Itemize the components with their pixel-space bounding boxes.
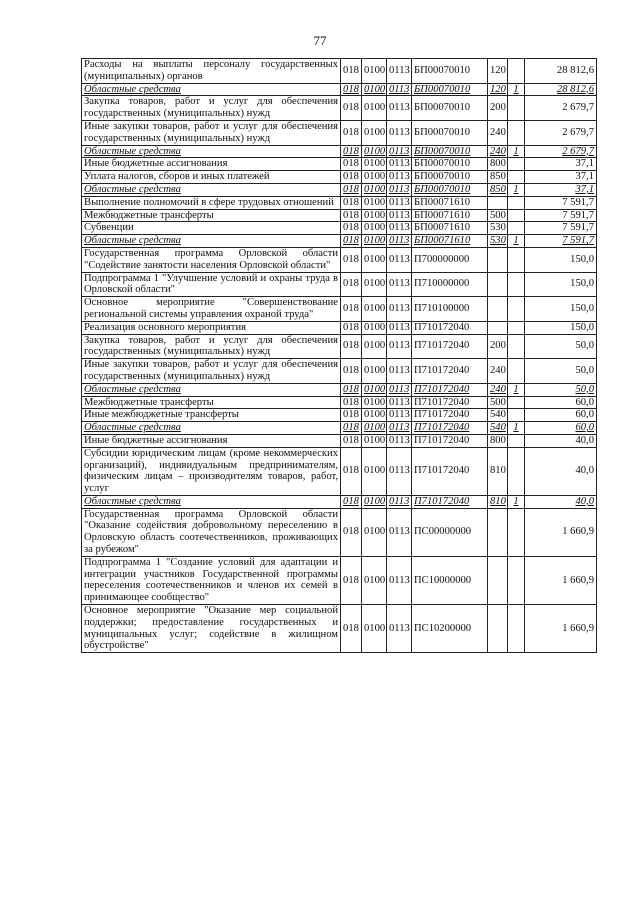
budget-rows xyxy=(82,59,597,653)
table-row xyxy=(82,605,597,653)
amount: 60,0 xyxy=(525,422,597,435)
target-article-code: П710172040 xyxy=(412,359,488,384)
row-name: Расходы на выплаты персоналу государственных (муниципальных) органов xyxy=(82,59,341,84)
amount: 7 591,7 xyxy=(525,209,597,222)
expense-type-code xyxy=(488,556,508,604)
table-row xyxy=(82,297,597,322)
target-article-code: БП00070010 xyxy=(412,83,488,96)
target-article-code: ПС00000000 xyxy=(412,508,488,556)
expense-type-code xyxy=(488,605,508,653)
source-code xyxy=(508,59,525,84)
target-article-code: БП00071610 xyxy=(412,235,488,248)
table-row xyxy=(82,222,597,235)
target-article-code: П710172040 xyxy=(412,334,488,359)
amount: 50,0 xyxy=(525,334,597,359)
section-code: 0100 xyxy=(362,247,387,272)
target-article-code: БП00070010 xyxy=(412,59,488,84)
amount: 150,0 xyxy=(525,321,597,334)
target-article-code: П710000000 xyxy=(412,272,488,297)
section-code: 0100 xyxy=(362,222,387,235)
table-row xyxy=(82,409,597,422)
source-code: 1 xyxy=(508,183,525,196)
ved-code: 018 xyxy=(341,297,362,322)
section-code: 0100 xyxy=(362,396,387,409)
source-code xyxy=(508,508,525,556)
row-name: Подпрограмма 1 "Улучшение условий и охраны труда в Орловской области" xyxy=(82,272,341,297)
subsection-code: 0113 xyxy=(387,556,412,604)
source-code xyxy=(508,196,525,209)
section-code: 0100 xyxy=(362,59,387,84)
expense-type-code: 120 xyxy=(488,83,508,96)
expense-type-code: 120 xyxy=(488,59,508,84)
source-code xyxy=(508,447,525,495)
amount: 2 679,7 xyxy=(525,96,597,121)
ved-code: 018 xyxy=(341,83,362,96)
ved-code: 018 xyxy=(341,222,362,235)
section-code: 0100 xyxy=(362,495,387,508)
source-code: 1 xyxy=(508,422,525,435)
table-row xyxy=(82,383,597,396)
source-code xyxy=(508,321,525,334)
subsection-code: 0113 xyxy=(387,171,412,184)
subsection-code: 0113 xyxy=(387,196,412,209)
section-code: 0100 xyxy=(362,145,387,158)
source-code xyxy=(508,222,525,235)
amount: 7 591,7 xyxy=(525,196,597,209)
amount: 40,0 xyxy=(525,434,597,447)
source-code xyxy=(508,158,525,171)
section-code: 0100 xyxy=(362,297,387,322)
subsection-code: 0113 xyxy=(387,334,412,359)
expense-type-code xyxy=(488,508,508,556)
subsection-code: 0113 xyxy=(387,495,412,508)
target-article-code: П710172040 xyxy=(412,383,488,396)
source-code xyxy=(508,334,525,359)
source-code xyxy=(508,409,525,422)
source-code xyxy=(508,605,525,653)
ved-code: 018 xyxy=(341,422,362,435)
amount: 50,0 xyxy=(525,359,597,384)
subsection-code: 0113 xyxy=(387,96,412,121)
ved-code: 018 xyxy=(341,171,362,184)
amount: 37,1 xyxy=(525,158,597,171)
table-row xyxy=(82,209,597,222)
target-article-code: П710172040 xyxy=(412,447,488,495)
amount: 37,1 xyxy=(525,183,597,196)
section-code: 0100 xyxy=(362,272,387,297)
section-code: 0100 xyxy=(362,359,387,384)
section-code: 0100 xyxy=(362,321,387,334)
table-row xyxy=(82,396,597,409)
subsection-code: 0113 xyxy=(387,83,412,96)
amount: 150,0 xyxy=(525,247,597,272)
source-code xyxy=(508,556,525,604)
subsection-code: 0113 xyxy=(387,396,412,409)
section-code: 0100 xyxy=(362,120,387,145)
row-name: Закупка товаров, работ и услуг для обеспечения государственных (муниципальных) нужд xyxy=(82,96,341,121)
row-name: Государственная программа Орловской области "Содействие занятости населения Орловской области" xyxy=(82,247,341,272)
row-name: Субвенции xyxy=(82,222,341,235)
subsection-code: 0113 xyxy=(387,422,412,435)
amount: 2 679,7 xyxy=(525,145,597,158)
source-code xyxy=(508,434,525,447)
row-name: Областные средства xyxy=(82,183,341,196)
ved-code: 018 xyxy=(341,556,362,604)
expense-type-code: 200 xyxy=(488,334,508,359)
expense-type-code: 800 xyxy=(488,434,508,447)
table-row xyxy=(82,196,597,209)
source-code: 1 xyxy=(508,145,525,158)
section-code: 0100 xyxy=(362,605,387,653)
table-row xyxy=(82,83,597,96)
subsection-code: 0113 xyxy=(387,409,412,422)
target-article-code: БП00070010 xyxy=(412,120,488,145)
amount: 7 591,7 xyxy=(525,235,597,248)
ved-code: 018 xyxy=(341,209,362,222)
ved-code: 018 xyxy=(341,447,362,495)
expense-type-code: 530 xyxy=(488,222,508,235)
table-row xyxy=(82,556,597,604)
amount: 1 660,9 xyxy=(525,508,597,556)
ved-code: 018 xyxy=(341,409,362,422)
expense-type-code: 500 xyxy=(488,209,508,222)
row-name: Подпрограмма 1 "Создание условий для адаптации и интеграции участников Государственной программы переселения соотечественников и членов их семей в принимающее сообщество" xyxy=(82,556,341,604)
subsection-code: 0113 xyxy=(387,321,412,334)
target-article-code: ПС10200000 xyxy=(412,605,488,653)
source-code xyxy=(508,209,525,222)
table-row xyxy=(82,359,597,384)
target-article-code: БП00071610 xyxy=(412,222,488,235)
table-row xyxy=(82,321,597,334)
subsection-code: 0113 xyxy=(387,183,412,196)
expense-type-code: 810 xyxy=(488,447,508,495)
source-code xyxy=(508,396,525,409)
page-number: 77 xyxy=(313,33,327,48)
ved-code: 018 xyxy=(341,321,362,334)
source-code: 1 xyxy=(508,235,525,248)
row-name: Иные межбюджетные трансферты xyxy=(82,409,341,422)
target-article-code: БП00071610 xyxy=(412,209,488,222)
expense-type-code xyxy=(488,247,508,272)
source-code xyxy=(508,96,525,121)
amount: 150,0 xyxy=(525,272,597,297)
expense-type-code: 500 xyxy=(488,396,508,409)
target-article-code: П710172040 xyxy=(412,434,488,447)
amount: 37,1 xyxy=(525,171,597,184)
ved-code: 018 xyxy=(341,96,362,121)
row-name: Областные средства xyxy=(82,145,341,158)
subsection-code: 0113 xyxy=(387,359,412,384)
amount: 7 591,7 xyxy=(525,222,597,235)
row-name: Областные средства xyxy=(82,422,341,435)
ved-code: 018 xyxy=(341,396,362,409)
ved-code: 018 xyxy=(341,59,362,84)
ved-code: 018 xyxy=(341,495,362,508)
expense-type-code: 530 xyxy=(488,235,508,248)
row-name: Областные средства xyxy=(82,235,341,248)
table-row xyxy=(82,171,597,184)
subsection-code: 0113 xyxy=(387,235,412,248)
expense-type-code: 240 xyxy=(488,383,508,396)
row-name: Уплата налогов, сборов и иных платежей xyxy=(82,171,341,184)
row-name: Государственная программа Орловской области "Оказание содействия добровольному переселению в Орловскую область соотечественников, проживающих за рубежом" xyxy=(82,508,341,556)
row-name: Областные средства xyxy=(82,495,341,508)
amount: 40,0 xyxy=(525,447,597,495)
ved-code: 018 xyxy=(341,605,362,653)
amount: 50,0 xyxy=(525,383,597,396)
expense-type-code: 240 xyxy=(488,120,508,145)
target-article-code: П710172040 xyxy=(412,396,488,409)
expense-type-code: 850 xyxy=(488,183,508,196)
subsection-code: 0113 xyxy=(387,447,412,495)
table-row xyxy=(82,120,597,145)
section-code: 0100 xyxy=(362,196,387,209)
expense-type-code xyxy=(488,196,508,209)
table-row xyxy=(82,247,597,272)
table-row xyxy=(82,272,597,297)
table-row xyxy=(82,508,597,556)
row-name: Областные средства xyxy=(82,383,341,396)
target-article-code: БП00070010 xyxy=(412,96,488,121)
ved-code: 018 xyxy=(341,158,362,171)
target-article-code: БП00071610 xyxy=(412,196,488,209)
budget-table xyxy=(81,58,597,653)
row-name: Выполнение полномочий в сфере трудовых отношений xyxy=(82,196,341,209)
target-article-code: П700000000 xyxy=(412,247,488,272)
amount: 2 679,7 xyxy=(525,120,597,145)
section-code: 0100 xyxy=(362,334,387,359)
source-code: 1 xyxy=(508,495,525,508)
expense-type-code xyxy=(488,297,508,322)
table-row xyxy=(82,334,597,359)
amount: 60,0 xyxy=(525,396,597,409)
section-code: 0100 xyxy=(362,434,387,447)
subsection-code: 0113 xyxy=(387,297,412,322)
subsection-code: 0113 xyxy=(387,605,412,653)
subsection-code: 0113 xyxy=(387,120,412,145)
subsection-code: 0113 xyxy=(387,158,412,171)
source-code xyxy=(508,247,525,272)
section-code: 0100 xyxy=(362,556,387,604)
expense-type-code: 850 xyxy=(488,171,508,184)
table-row xyxy=(82,447,597,495)
section-code: 0100 xyxy=(362,158,387,171)
table-row xyxy=(82,235,597,248)
subsection-code: 0113 xyxy=(387,145,412,158)
ved-code: 018 xyxy=(341,334,362,359)
table-row xyxy=(82,183,597,196)
row-name: Областные средства xyxy=(82,83,341,96)
section-code: 0100 xyxy=(362,209,387,222)
section-code: 0100 xyxy=(362,183,387,196)
amount: 1 660,9 xyxy=(525,605,597,653)
target-article-code: П710172040 xyxy=(412,321,488,334)
table-row xyxy=(82,96,597,121)
ved-code: 018 xyxy=(341,145,362,158)
amount: 28 812,6 xyxy=(525,59,597,84)
section-code: 0100 xyxy=(362,171,387,184)
row-name: Основное мероприятие "Совершенствование региональной системы управления охраной труда" xyxy=(82,297,341,322)
section-code: 0100 xyxy=(362,235,387,248)
row-name: Межбюджетные трансферты xyxy=(82,209,341,222)
amount: 150,0 xyxy=(525,297,597,322)
expense-type-code xyxy=(488,321,508,334)
ved-code: 018 xyxy=(341,120,362,145)
subsection-code: 0113 xyxy=(387,59,412,84)
row-name: Иные бюджетные ассигнования xyxy=(82,158,341,171)
subsection-code: 0113 xyxy=(387,222,412,235)
ved-code: 018 xyxy=(341,196,362,209)
expense-type-code: 540 xyxy=(488,422,508,435)
target-article-code: БП00070010 xyxy=(412,158,488,171)
target-article-code: БП00070010 xyxy=(412,145,488,158)
amount: 60,0 xyxy=(525,409,597,422)
section-code: 0100 xyxy=(362,83,387,96)
target-article-code: ПС10000000 xyxy=(412,556,488,604)
target-article-code: БП00070010 xyxy=(412,183,488,196)
ved-code: 018 xyxy=(341,272,362,297)
row-name: Основное мероприятие "Оказание мер социальной поддержки; предоставление государственных и муниципальных услуг; содействие в жилищном обустройстве" xyxy=(82,605,341,653)
section-code: 0100 xyxy=(362,422,387,435)
target-article-code: П710172040 xyxy=(412,495,488,508)
subsection-code: 0113 xyxy=(387,247,412,272)
expense-type-code: 240 xyxy=(488,359,508,384)
source-code xyxy=(508,171,525,184)
expense-type-code: 200 xyxy=(488,96,508,121)
amount: 28 812,6 xyxy=(525,83,597,96)
section-code: 0100 xyxy=(362,447,387,495)
expense-type-code: 810 xyxy=(488,495,508,508)
section-code: 0100 xyxy=(362,96,387,121)
row-name: Иные закупки товаров, работ и услуг для обеспечения государственных (муниципальных) нужд xyxy=(82,359,341,384)
amount: 40,0 xyxy=(525,495,597,508)
table-row xyxy=(82,434,597,447)
section-code: 0100 xyxy=(362,409,387,422)
subsection-code: 0113 xyxy=(387,434,412,447)
ved-code: 018 xyxy=(341,434,362,447)
source-code xyxy=(508,297,525,322)
table-row xyxy=(82,495,597,508)
ved-code: 018 xyxy=(341,359,362,384)
source-code xyxy=(508,120,525,145)
ved-code: 018 xyxy=(341,383,362,396)
source-code: 1 xyxy=(508,383,525,396)
expense-type-code: 800 xyxy=(488,158,508,171)
subsection-code: 0113 xyxy=(387,508,412,556)
target-article-code: БП00070010 xyxy=(412,171,488,184)
table-row xyxy=(82,145,597,158)
subsection-code: 0113 xyxy=(387,383,412,396)
row-name: Реализация основного мероприятия xyxy=(82,321,341,334)
subsection-code: 0113 xyxy=(387,209,412,222)
row-name: Иные бюджетные ассигнования xyxy=(82,434,341,447)
row-name: Субсидии юридическим лицам (кроме некоммерческих организаций), индивидуальным предпринимателям, физическим лицам – производителям товаров, работ, услуг xyxy=(82,447,341,495)
target-article-code: П710172040 xyxy=(412,409,488,422)
row-name: Закупка товаров, работ и услуг для обеспечения государственных (муниципальных) нужд xyxy=(82,334,341,359)
section-code: 0100 xyxy=(362,383,387,396)
ved-code: 018 xyxy=(341,183,362,196)
table-row xyxy=(82,59,597,84)
source-code xyxy=(508,272,525,297)
amount: 1 660,9 xyxy=(525,556,597,604)
ved-code: 018 xyxy=(341,235,362,248)
table-row xyxy=(82,158,597,171)
section-code: 0100 xyxy=(362,508,387,556)
expense-type-code xyxy=(488,272,508,297)
source-code xyxy=(508,359,525,384)
expense-type-code: 540 xyxy=(488,409,508,422)
expense-type-code: 240 xyxy=(488,145,508,158)
row-name: Иные закупки товаров, работ и услуг для обеспечения государственных (муниципальных) нужд xyxy=(82,120,341,145)
table-row xyxy=(82,422,597,435)
source-code: 1 xyxy=(508,83,525,96)
target-article-code: П710100000 xyxy=(412,297,488,322)
subsection-code: 0113 xyxy=(387,272,412,297)
ved-code: 018 xyxy=(341,247,362,272)
target-article-code: П710172040 xyxy=(412,422,488,435)
row-name: Межбюджетные трансферты xyxy=(82,396,341,409)
ved-code: 018 xyxy=(341,508,362,556)
